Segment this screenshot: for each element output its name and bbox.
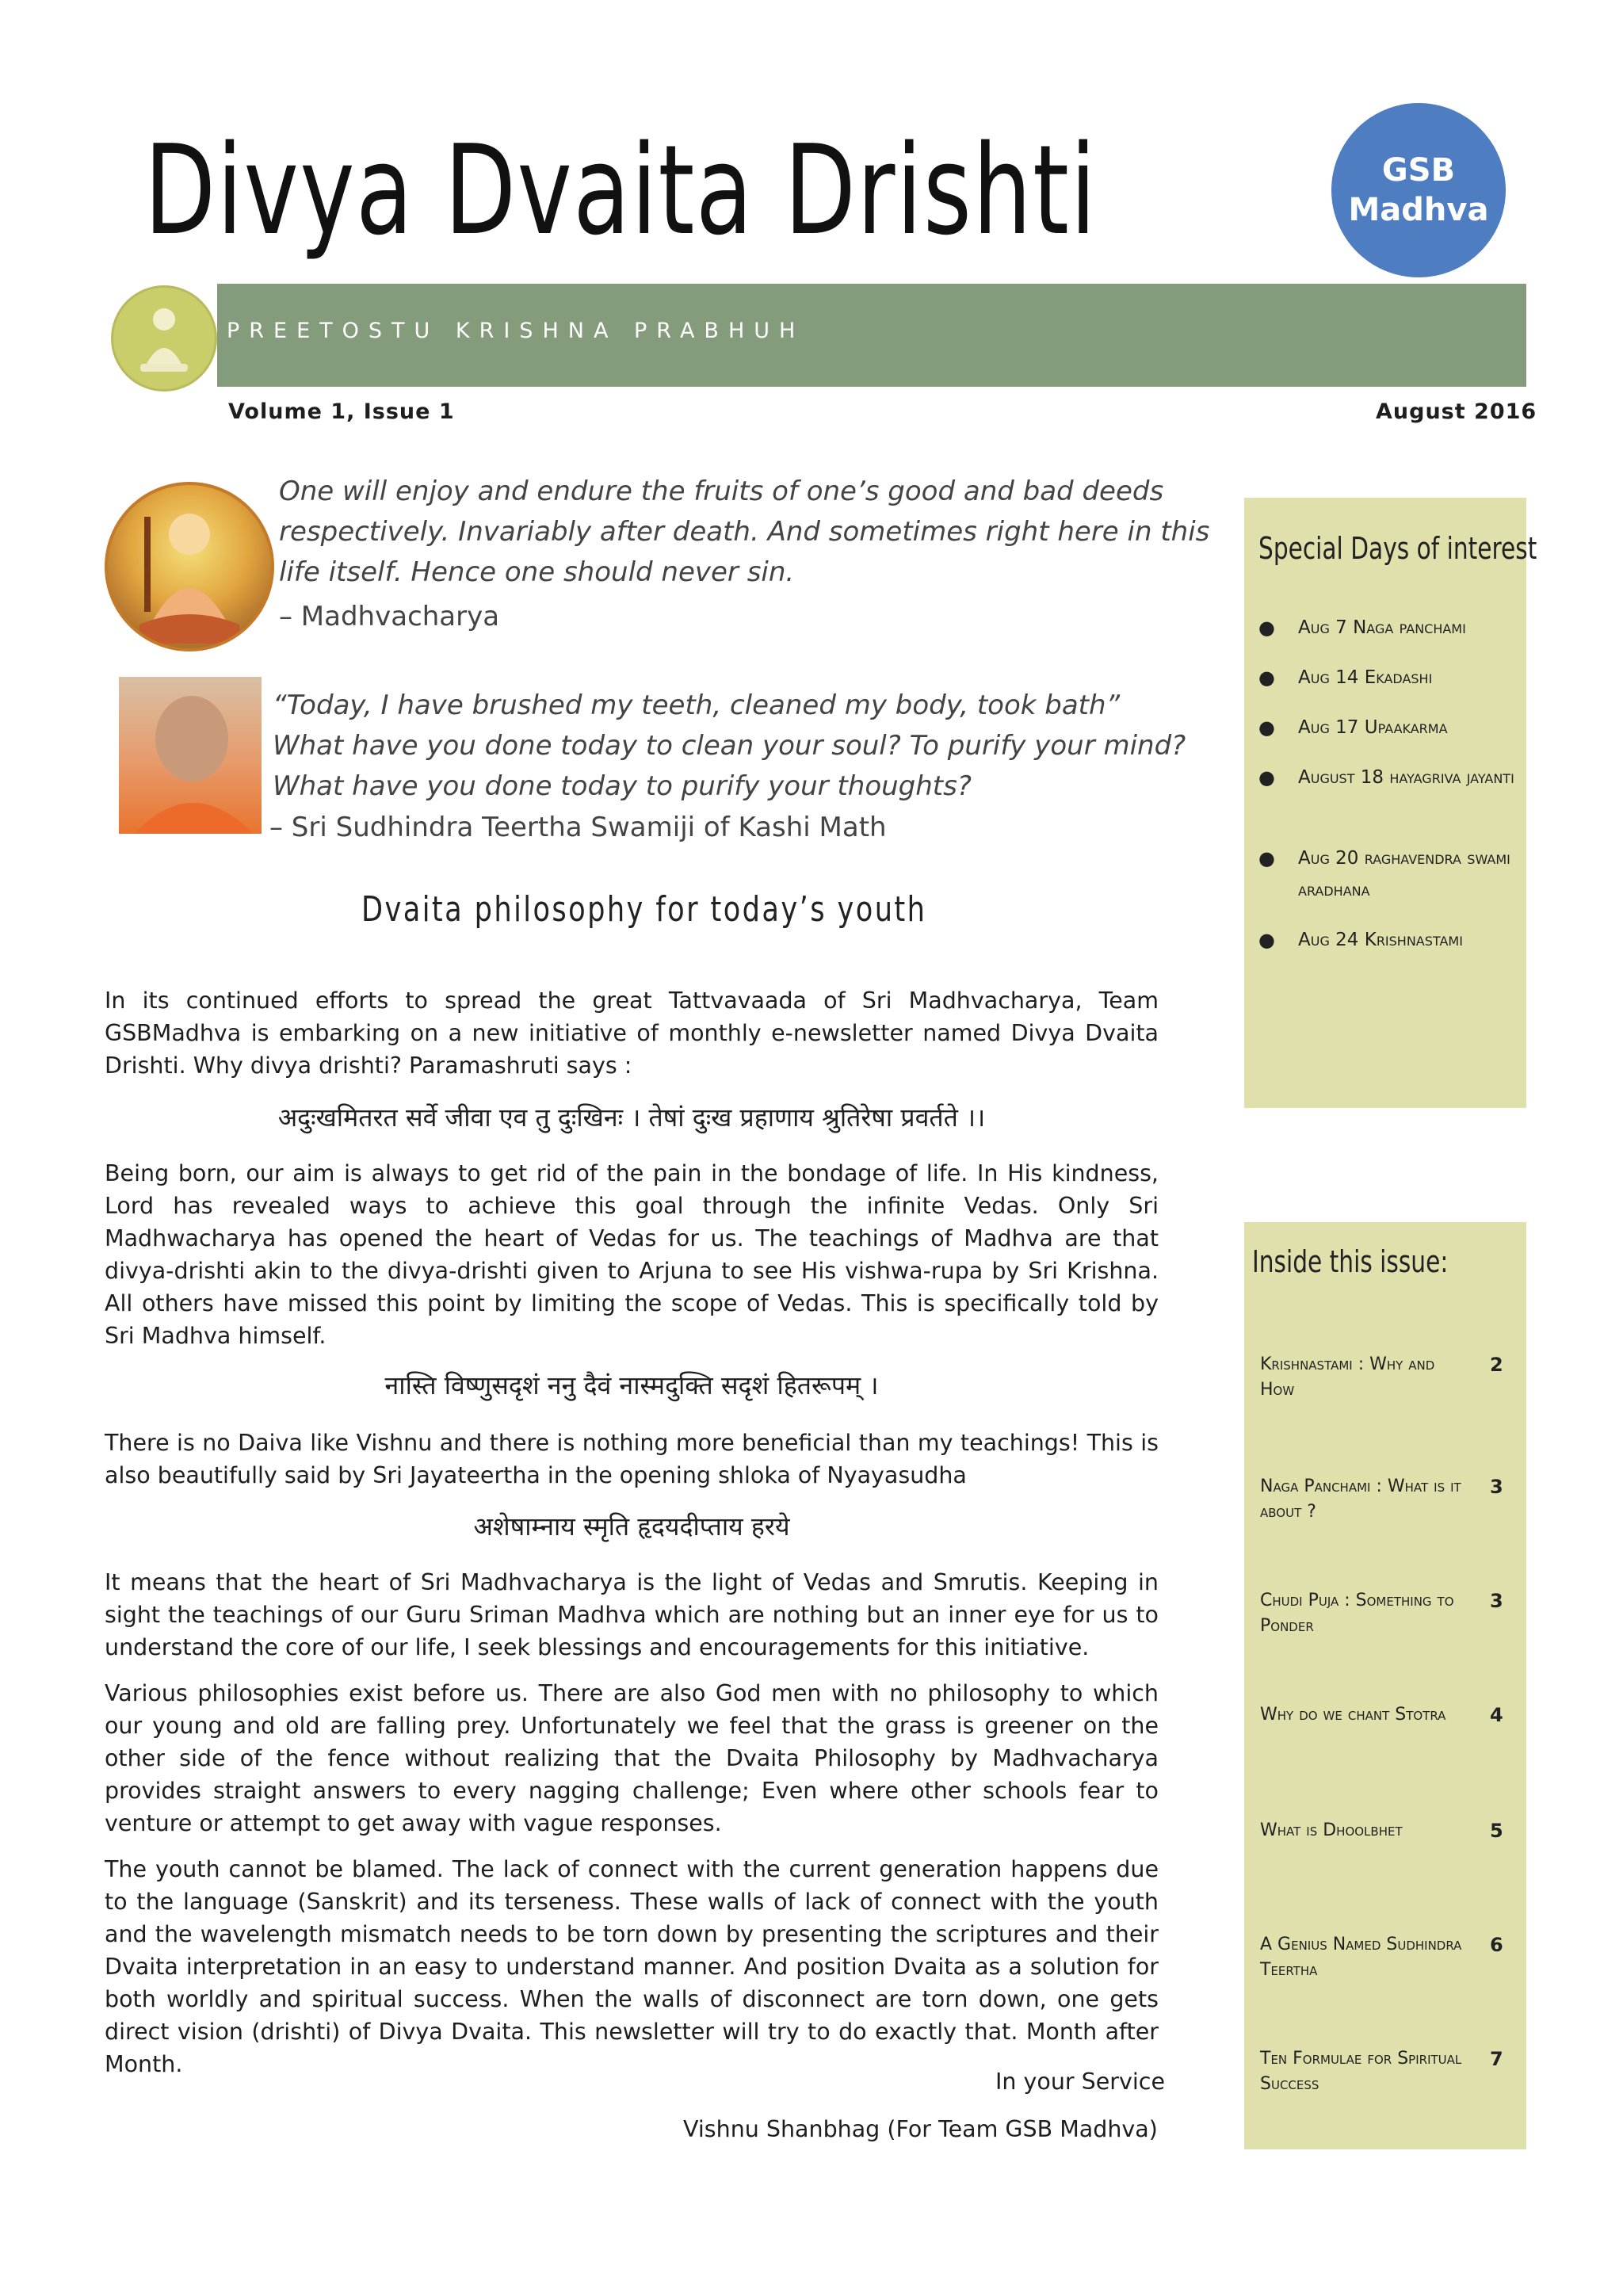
- bullet-icon: ●: [1258, 766, 1275, 789]
- quote-2-line-2: What have you done today to clean your soul? To purify your mind?: [273, 730, 1186, 762]
- bullet-icon: ●: [1258, 847, 1275, 869]
- quote-1-line-2: respectively. Invariably after death. And sometimes right here in this: [279, 516, 1210, 548]
- tagline: PREETOSTU KRISHNA PRABHUH: [227, 319, 805, 343]
- sanskrit-verse-3: अशेषाम्नाय स्मृति हृदयदीप्ताय हरये: [473, 1511, 790, 1541]
- madhvacharya-portrait: [105, 482, 274, 651]
- bullet-icon: ●: [1258, 929, 1275, 951]
- special-day-item: ● Aug 7 Naga panchami: [1258, 612, 1520, 644]
- sanskrit-verse-2: नास्ति विष्णुसदृशं ननु दैवं नास्मदुक्ति सदृशं हितरूपम् ।: [384, 1370, 879, 1400]
- bullet-icon: ●: [1258, 617, 1275, 639]
- special-day-item: ● Aug 20 raghavendra swami aradhana: [1258, 842, 1520, 906]
- issue-date: August 2016: [1376, 399, 1537, 424]
- toc-item[interactable]: Chudi Puja : Something to Ponder 3: [1260, 1590, 1503, 1636]
- quote-1-line-3: life itself. Hence one should never sin.: [279, 556, 795, 588]
- inside-this-issue-sidebar: [1244, 1222, 1526, 2149]
- toc-item[interactable]: Naga Panchami : What is it about ? 3: [1260, 1476, 1503, 1522]
- article-title: Dvaita philosophy for today’s youth: [361, 889, 927, 930]
- sign-off: In your Service: [995, 2069, 1166, 2095]
- special-day-item: ● Aug 14 Ekadashi: [1258, 662, 1520, 693]
- bullet-icon: ●: [1258, 716, 1275, 739]
- special-days-sidebar: [1244, 498, 1537, 1108]
- toc-item[interactable]: Why do we chant Stotra 4: [1260, 1704, 1503, 1726]
- special-day-item: ● August 18 hayagriva jayanti: [1258, 762, 1520, 825]
- bullet-icon: ●: [1258, 667, 1275, 689]
- article-paragraph-5: Various philosophies exist before us. There are also God men with no philosophy to which our young and old are falling prey. Unfortunately we feel that the grass is greener on the other side of the fence without realizing that the Dvaita Philosophy by Madhvacharya provides straight answers to every nagging challenge; Even where other schools fear to venture or attempt to get away with vague responses.: [105, 1680, 1159, 1836]
- newsletter-title: Divya Dvaita Drishti: [144, 118, 1098, 262]
- quote-2-attribution: – Sri Sudhindra Teertha Swamiji of Kashi Math: [269, 812, 887, 843]
- sanskrit-verse-1: अदुःखमितरत सर्वे जीवा एव तु दुःखिनः । तेषां दुःख प्रहाणाय श्रुतिरेषा प्रवर्तते ।।: [277, 1102, 986, 1133]
- signature: Vishnu Shanbhag (For Team GSB Madhva): [683, 2116, 1158, 2142]
- inside-issue-title: Inside this issue:: [1252, 1244, 1449, 1279]
- toc-item[interactable]: Ten Formulae for Spiritual Success 7: [1260, 2048, 1503, 2094]
- badge-line-2: Madhva: [1348, 192, 1489, 228]
- toc-item[interactable]: Krishnastami : Why and How 2: [1260, 1354, 1503, 1400]
- article-paragraph-4: It means that the heart of Sri Madhvacharya is the light of Vedas and Smrutis. Keeping in sight the teachings of our Guru Sriman Madhva which are nothing but an inner eye for us to understand the core of our life, I seek blessings and encouragements for this initiative.: [105, 1569, 1159, 1660]
- special-day-item: ● Aug 24 Krishnastami: [1258, 924, 1520, 956]
- article-paragraph-2: Being born, our aim is always to get rid of the pain in the bondage of life. In His kindness, Lord has revealed ways to achieve this goal through the infinite Vedas. Only Sri Madhwacharya has opened the heart of Vedas for us. The teachings of Madhva are that divya-drishti akin to the divya-drishti given to Arjuna to see His vishwa-rupa by Sri Krishna. All others have missed this point by limiting the scope of Vedas. This is specifically told by Sri Madhva himself.: [105, 1160, 1159, 1349]
- toc-item[interactable]: What is Dhoolbhet 5: [1260, 1820, 1503, 1842]
- quote-1-line-1: One will enjoy and endure the fruits of one’s good and bad deeds: [279, 476, 1164, 507]
- gsb-madhva-logo: [1331, 103, 1506, 277]
- quote-2-line-1: “Today, I have brushed my teeth, cleaned my body, took bath”: [273, 690, 1121, 721]
- article-paragraph-1: In its continued efforts to spread the great Tattvavaada of Sri Madhvacharya, Team GSBMadhva is embarking on a new initiative of monthly e-newsletter named Divya Dvaita Drishti. Why divya drishti? Paramashruti says :: [105, 988, 1159, 1079]
- madhvacharya-seal-icon: [111, 285, 217, 392]
- volume-issue: Volume 1, Issue 1: [228, 399, 455, 424]
- article-paragraph-3: There is no Daiva like Vishnu and there is nothing more beneficial than my teachings! This is also beautifully said by Sri Jayateertha in the opening shloka of Nyayasudha: [105, 1430, 1159, 1488]
- badge-line-1: GSB: [1381, 152, 1456, 189]
- quote-2-line-3: What have you done today to purify your thoughts?: [273, 770, 972, 802]
- toc-item[interactable]: A Genius Named Sudhindra Teertha 6: [1260, 1934, 1503, 1980]
- quote-1-attribution: – Madhvacharya: [279, 601, 500, 632]
- article-paragraph-6: The youth cannot be blamed. The lack of connect with the current generation happens due to the language (Sanskrit) and its terseness. These walls of lack of connect with the youth and the wavelength mismatch needs to be torn down by presenting the scriptures and their Dvaita interpretation in an easy to understand manner. And position Dvaita as a solution for both worldly and spiritual success. When the walls of disconnect are torn down, one gets direct vision (drishti) of Divya Dvaita. This newsletter will try to do exactly that. Month after Month.: [105, 1856, 1159, 2077]
- special-days-title: Special Days of interest: [1258, 531, 1537, 566]
- swamiji-photo: [119, 677, 262, 834]
- special-day-item: ● Aug 17 Upaakarma: [1258, 712, 1520, 743]
